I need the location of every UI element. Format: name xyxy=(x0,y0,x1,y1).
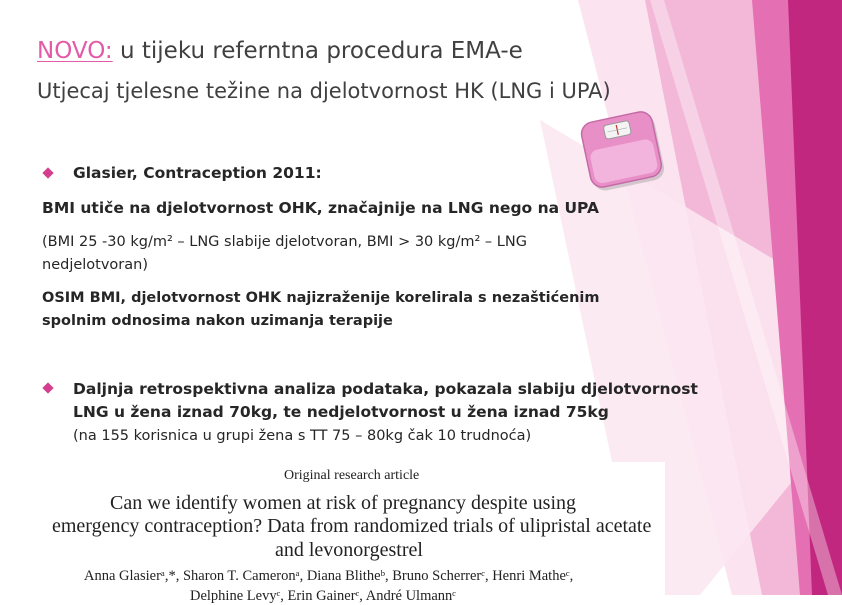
bathroom-scale-image xyxy=(578,106,670,198)
bullet-glasier: Glasier, Contraception 2011: xyxy=(73,164,322,182)
osim-line1: OSIM BMI, djelotvornost OHK najizraženije korelirala s nezaštićenim xyxy=(42,290,600,306)
article-type-label: Original research article xyxy=(284,468,420,483)
slide-subtitle: Utjecaj tjelesne težine na djelotvornost HK (LNG i UPA) xyxy=(37,79,611,103)
bmi-detail-line2: nedjelotvoran) xyxy=(42,257,148,273)
bmi-statement: BMI utiče na djelotvornost OHK, značajnije na LNG nego na UPA xyxy=(42,199,599,217)
bmi-detail-line1: (BMI 25 -30 kg/m² – LNG slabije djelotvoran, BMI > 30 kg/m² – LNG xyxy=(42,234,527,250)
bullet-analysis-line2: LNG u žena iznad 70kg, te nedjelotvornost u žena iznad 75kg xyxy=(73,403,609,421)
bullet-analysis-line1: Daljnja retrospektivna analiza podataka, pokazala slabiju djelotvornost xyxy=(73,380,698,398)
article-clipping xyxy=(40,462,665,604)
title-rest: u tijeku referntna procedura EMA-e xyxy=(112,38,523,64)
slide-title xyxy=(37,38,523,64)
bullet-analysis-line3: (na 155 korisnica u grupi žena s TT 75 – 80kg čak 10 trudnoća) xyxy=(73,428,532,444)
article-title-line3: and levonorgestrel xyxy=(275,539,423,561)
article-title-line1: Can we identify women at risk of pregnancy despite using xyxy=(110,492,576,514)
article-authors-line1: Anna Glasierᵃ,*, Sharon T. Cameronᵃ, Diana Blitheᵇ, Bruno Scherrerᶜ, Henri Matheᶜ, xyxy=(84,568,574,584)
article-authors-line2: Delphine Levyᶜ, Erin Gainerᶜ, André Ulmannᶜ xyxy=(190,588,457,604)
article-title-line2: emergency contraception? Data from randomized trials of ulipristal acetate xyxy=(52,515,652,537)
title-highlight: NOVO: xyxy=(37,38,113,64)
osim-line2: spolnim odnosima nakon uzimanja terapije xyxy=(42,313,393,329)
